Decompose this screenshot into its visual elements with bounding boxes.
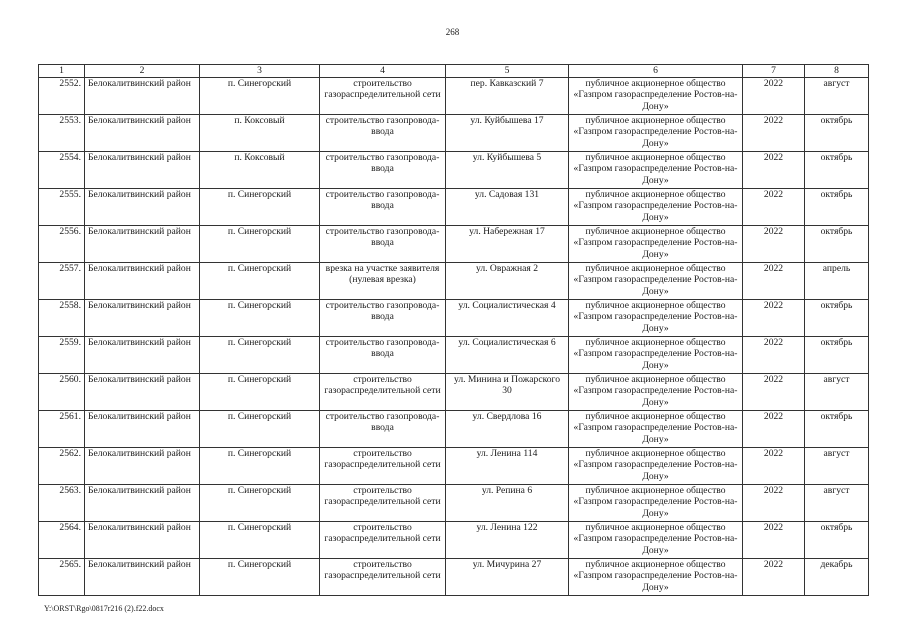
month-cell: октябрь bbox=[805, 522, 869, 559]
year-cell: 2022 bbox=[743, 226, 805, 263]
address-cell: ул. Куйбышева 17 bbox=[446, 115, 569, 152]
column-header: 1 bbox=[39, 65, 85, 78]
column-header: 2 bbox=[85, 65, 200, 78]
column-header: 4 bbox=[320, 65, 446, 78]
table-row bbox=[39, 300, 869, 337]
district-cell: Белокалитвинский район bbox=[85, 374, 200, 411]
document-file-path: Y:\ORST\Rgo\0817r216 (2).f22.docx bbox=[44, 604, 164, 613]
address-cell: ул. Репина 6 bbox=[446, 485, 569, 522]
work-type-cell: строительство газопровода-ввода bbox=[320, 411, 446, 448]
settlement-cell: п. Синегорский bbox=[200, 485, 320, 522]
column-header: 6 bbox=[569, 65, 743, 78]
organization-cell: публичное акционерное общество «Газпром газораспределение Ростов-на-Дону» bbox=[569, 115, 743, 152]
row-number: 2560. bbox=[39, 374, 85, 411]
organization-cell: публичное акционерное общество «Газпром газораспределение Ростов-на-Дону» bbox=[569, 485, 743, 522]
registry-table bbox=[38, 64, 869, 596]
district-cell: Белокалитвинский район bbox=[85, 226, 200, 263]
settlement-cell: п. Синегорский bbox=[200, 448, 320, 485]
work-type-cell: строительство газопровода-ввода bbox=[320, 115, 446, 152]
year-cell: 2022 bbox=[743, 411, 805, 448]
address-cell: ул. Ленина 114 bbox=[446, 448, 569, 485]
year-cell: 2022 bbox=[743, 522, 805, 559]
work-type-cell: строительство газораспределительной сети bbox=[320, 374, 446, 411]
organization-cell: публичное акционерное общество «Газпром газораспределение Ростов-на-Дону» bbox=[569, 263, 743, 300]
organization-cell: публичное акционерное общество «Газпром газораспределение Ростов-на-Дону» bbox=[569, 152, 743, 189]
organization-cell: публичное акционерное общество «Газпром газораспределение Ростов-на-Дону» bbox=[569, 78, 743, 115]
table-row bbox=[39, 226, 869, 263]
work-type-cell: врезка на участке заявителя (нулевая врезка) bbox=[320, 263, 446, 300]
settlement-cell: п. Синегорский bbox=[200, 374, 320, 411]
organization-cell: публичное акционерное общество «Газпром газораспределение Ростов-на-Дону» bbox=[569, 337, 743, 374]
month-cell: октябрь bbox=[805, 411, 869, 448]
district-cell: Белокалитвинский район bbox=[85, 78, 200, 115]
month-cell: октябрь bbox=[805, 226, 869, 263]
work-type-cell: строительство газопровода-ввода bbox=[320, 300, 446, 337]
work-type-cell: строительство газораспределительной сети bbox=[320, 522, 446, 559]
column-header: 8 bbox=[805, 65, 869, 78]
table-row bbox=[39, 189, 869, 226]
row-number: 2552. bbox=[39, 78, 85, 115]
row-number: 2563. bbox=[39, 485, 85, 522]
settlement-cell: п. Синегорский bbox=[200, 78, 320, 115]
address-cell: ул. Ленина 122 bbox=[446, 522, 569, 559]
row-number: 2555. bbox=[39, 189, 85, 226]
page-number: 268 bbox=[445, 27, 460, 37]
year-cell: 2022 bbox=[743, 374, 805, 411]
settlement-cell: п. Синегорский bbox=[200, 411, 320, 448]
year-cell: 2022 bbox=[743, 263, 805, 300]
month-cell: апрель bbox=[805, 263, 869, 300]
table-row bbox=[39, 448, 869, 485]
work-type-cell: строительство газораспределительной сети bbox=[320, 485, 446, 522]
district-cell: Белокалитвинский район bbox=[85, 189, 200, 226]
organization-cell: публичное акционерное общество «Газпром газораспределение Ростов-на-Дону» bbox=[569, 189, 743, 226]
row-number: 2561. bbox=[39, 411, 85, 448]
address-cell: ул. Минина и Пожарского 30 bbox=[446, 374, 569, 411]
year-cell: 2022 bbox=[743, 189, 805, 226]
month-cell: октябрь bbox=[805, 115, 869, 152]
district-cell: Белокалитвинский район bbox=[85, 522, 200, 559]
table-row bbox=[39, 374, 869, 411]
year-cell: 2022 bbox=[743, 115, 805, 152]
organization-cell: публичное акционерное общество «Газпром газораспределение Ростов-на-Дону» bbox=[569, 226, 743, 263]
row-number: 2554. bbox=[39, 152, 85, 189]
year-cell: 2022 bbox=[743, 448, 805, 485]
table-row bbox=[39, 263, 869, 300]
month-cell: август bbox=[805, 448, 869, 485]
district-cell: Белокалитвинский район bbox=[85, 300, 200, 337]
month-cell: октябрь bbox=[805, 300, 869, 337]
table-row bbox=[39, 78, 869, 115]
year-cell: 2022 bbox=[743, 300, 805, 337]
settlement-cell: п. Коксовый bbox=[200, 152, 320, 189]
work-type-cell: строительство газопровода-ввода bbox=[320, 152, 446, 189]
work-type-cell: строительство газораспределительной сети bbox=[320, 78, 446, 115]
row-number: 2558. bbox=[39, 300, 85, 337]
organization-cell: публичное акционерное общество «Газпром газораспределение Ростов-на-Дону» bbox=[569, 448, 743, 485]
district-cell: Белокалитвинский район bbox=[85, 559, 200, 596]
settlement-cell: п. Синегорский bbox=[200, 189, 320, 226]
row-number: 2557. bbox=[39, 263, 85, 300]
column-header: 5 bbox=[446, 65, 569, 78]
address-cell: ул. Социалистическая 6 bbox=[446, 337, 569, 374]
district-cell: Белокалитвинский район bbox=[85, 152, 200, 189]
table-header-row bbox=[39, 65, 869, 78]
district-cell: Белокалитвинский район bbox=[85, 448, 200, 485]
settlement-cell: п. Синегорский bbox=[200, 337, 320, 374]
organization-cell: публичное акционерное общество «Газпром газораспределение Ростов-на-Дону» bbox=[569, 374, 743, 411]
month-cell: август bbox=[805, 78, 869, 115]
organization-cell: публичное акционерное общество «Газпром газораспределение Ростов-на-Дону» bbox=[569, 300, 743, 337]
year-cell: 2022 bbox=[743, 485, 805, 522]
table-row bbox=[39, 485, 869, 522]
row-number: 2553. bbox=[39, 115, 85, 152]
work-type-cell: строительство газораспределительной сети bbox=[320, 448, 446, 485]
settlement-cell: п. Синегорский bbox=[200, 559, 320, 596]
column-header: 3 bbox=[200, 65, 320, 78]
year-cell: 2022 bbox=[743, 78, 805, 115]
settlement-cell: п. Синегорский bbox=[200, 226, 320, 263]
address-cell: пер. Кавказский 7 bbox=[446, 78, 569, 115]
work-type-cell: строительство газораспределительной сети bbox=[320, 559, 446, 596]
row-number: 2565. bbox=[39, 559, 85, 596]
month-cell: август bbox=[805, 374, 869, 411]
work-type-cell: строительство газопровода-ввода bbox=[320, 226, 446, 263]
address-cell: ул. Мичурина 27 bbox=[446, 559, 569, 596]
address-cell: ул. Овражная 2 bbox=[446, 263, 569, 300]
address-cell: ул. Набережная 17 bbox=[446, 226, 569, 263]
district-cell: Белокалитвинский район bbox=[85, 485, 200, 522]
table-row bbox=[39, 559, 869, 596]
table-row bbox=[39, 411, 869, 448]
month-cell: октябрь bbox=[805, 337, 869, 374]
table-row bbox=[39, 152, 869, 189]
address-cell: ул. Садовая 131 bbox=[446, 189, 569, 226]
settlement-cell: п. Синегорский bbox=[200, 263, 320, 300]
month-cell: август bbox=[805, 485, 869, 522]
address-cell: ул. Куйбышева 5 bbox=[446, 152, 569, 189]
district-cell: Белокалитвинский район bbox=[85, 337, 200, 374]
organization-cell: публичное акционерное общество «Газпром газораспределение Ростов-на-Дону» bbox=[569, 411, 743, 448]
organization-cell: публичное акционерное общество «Газпром газораспределение Ростов-на-Дону» bbox=[569, 522, 743, 559]
row-number: 2562. bbox=[39, 448, 85, 485]
row-number: 2556. bbox=[39, 226, 85, 263]
row-number: 2559. bbox=[39, 337, 85, 374]
row-number: 2564. bbox=[39, 522, 85, 559]
year-cell: 2022 bbox=[743, 337, 805, 374]
settlement-cell: п. Синегорский bbox=[200, 300, 320, 337]
address-cell: ул. Социалистическая 4 bbox=[446, 300, 569, 337]
year-cell: 2022 bbox=[743, 559, 805, 596]
work-type-cell: строительство газопровода-ввода bbox=[320, 189, 446, 226]
month-cell: октябрь bbox=[805, 189, 869, 226]
work-type-cell: строительство газопровода-ввода bbox=[320, 337, 446, 374]
district-cell: Белокалитвинский район bbox=[85, 115, 200, 152]
settlement-cell: п. Синегорский bbox=[200, 522, 320, 559]
district-cell: Белокалитвинский район bbox=[85, 263, 200, 300]
month-cell: декабрь bbox=[805, 559, 869, 596]
column-header: 7 bbox=[743, 65, 805, 78]
district-cell: Белокалитвинский район bbox=[85, 411, 200, 448]
table-row bbox=[39, 337, 869, 374]
organization-cell: публичное акционерное общество «Газпром газораспределение Ростов-на-Дону» bbox=[569, 559, 743, 596]
month-cell: октябрь bbox=[805, 152, 869, 189]
year-cell: 2022 bbox=[743, 152, 805, 189]
table-row bbox=[39, 522, 869, 559]
settlement-cell: п. Коксовый bbox=[200, 115, 320, 152]
table-row bbox=[39, 115, 869, 152]
address-cell: ул. Свердлова 16 bbox=[446, 411, 569, 448]
